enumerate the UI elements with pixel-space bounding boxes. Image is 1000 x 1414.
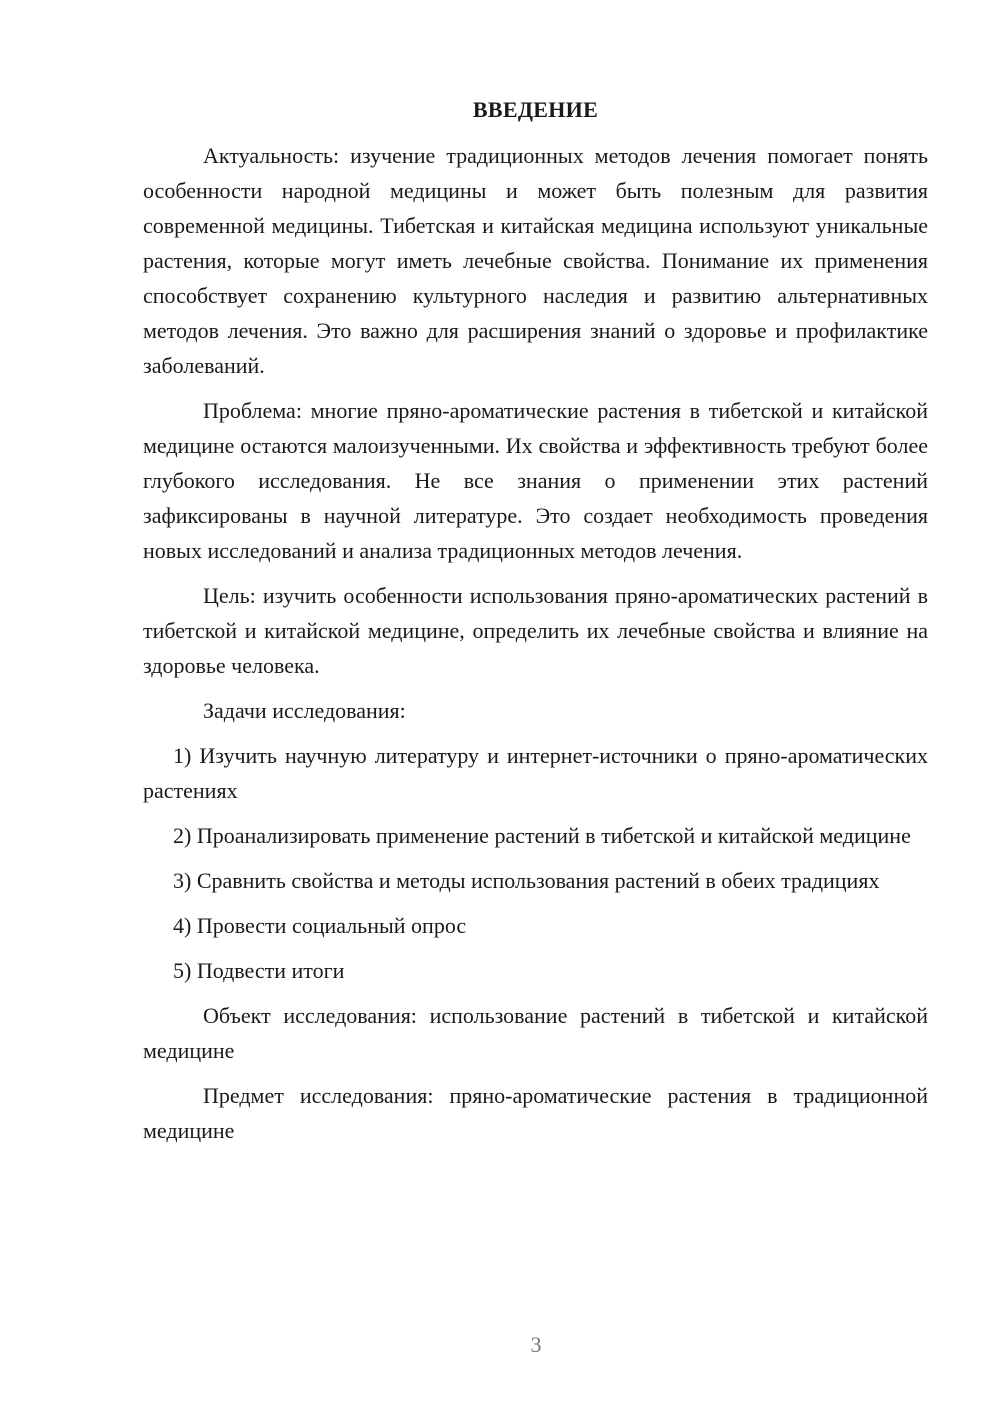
goal-paragraph: Цель: изучить особенности использования пряно-ароматических растений в тибетской и китайской медицине, определить их лечебные свойства и влияние на здоровье человека.: [143, 583, 928, 678]
page-number: 3: [530, 1332, 542, 1357]
task-item: 2) Проанализировать применение растений в тибетской и китайской медицине: [173, 823, 911, 848]
page-title: ВВЕДЕНИЕ: [472, 97, 599, 122]
page-content: [143, 94, 928, 1158]
task-item: 3) Сравнить свойства и методы использования растений в обеих традициях: [173, 868, 880, 893]
task-item: 5) Подвести итоги: [173, 958, 345, 983]
task-item: 1) Изучить научную литературу и интернет-источники о пряно-ароматических растениях: [143, 743, 928, 803]
tasks-heading: Задачи исследования:: [203, 698, 406, 723]
subject-paragraph: Предмет исследования: пряно-ароматические растения в традиционной медицине: [143, 1083, 928, 1143]
relevance-paragraph: Актуальность: изучение традиционных методов лечения помогает понять особенности народной медицины и может быть полезным для развития современной медицины. Тибетская и китайская медицина используют уникальные растения, которые могут иметь лечебные свойства. Понимание их применения способствует сохранению культурного наследия и развитию альтернативных методов лечения. Это важно для расширения знаний о здоровье и профилактике заболеваний.: [143, 143, 928, 378]
task-item: 4) Провести социальный опрос: [173, 913, 467, 938]
problem-paragraph: Проблема: многие пряно-ароматические растения в тибетской и китайской медицине остаются малоизученными. Их свойства и эффективность требуют более глубокого исследования. Не все знания о применении этих растений зафиксированы в научной литературе. Это создает необходимость проведения новых исследований и анализа традиционных методов лечения.: [143, 398, 928, 563]
object-paragraph: Объект исследования: использование растений в тибетской и китайской медицине: [143, 1003, 928, 1063]
